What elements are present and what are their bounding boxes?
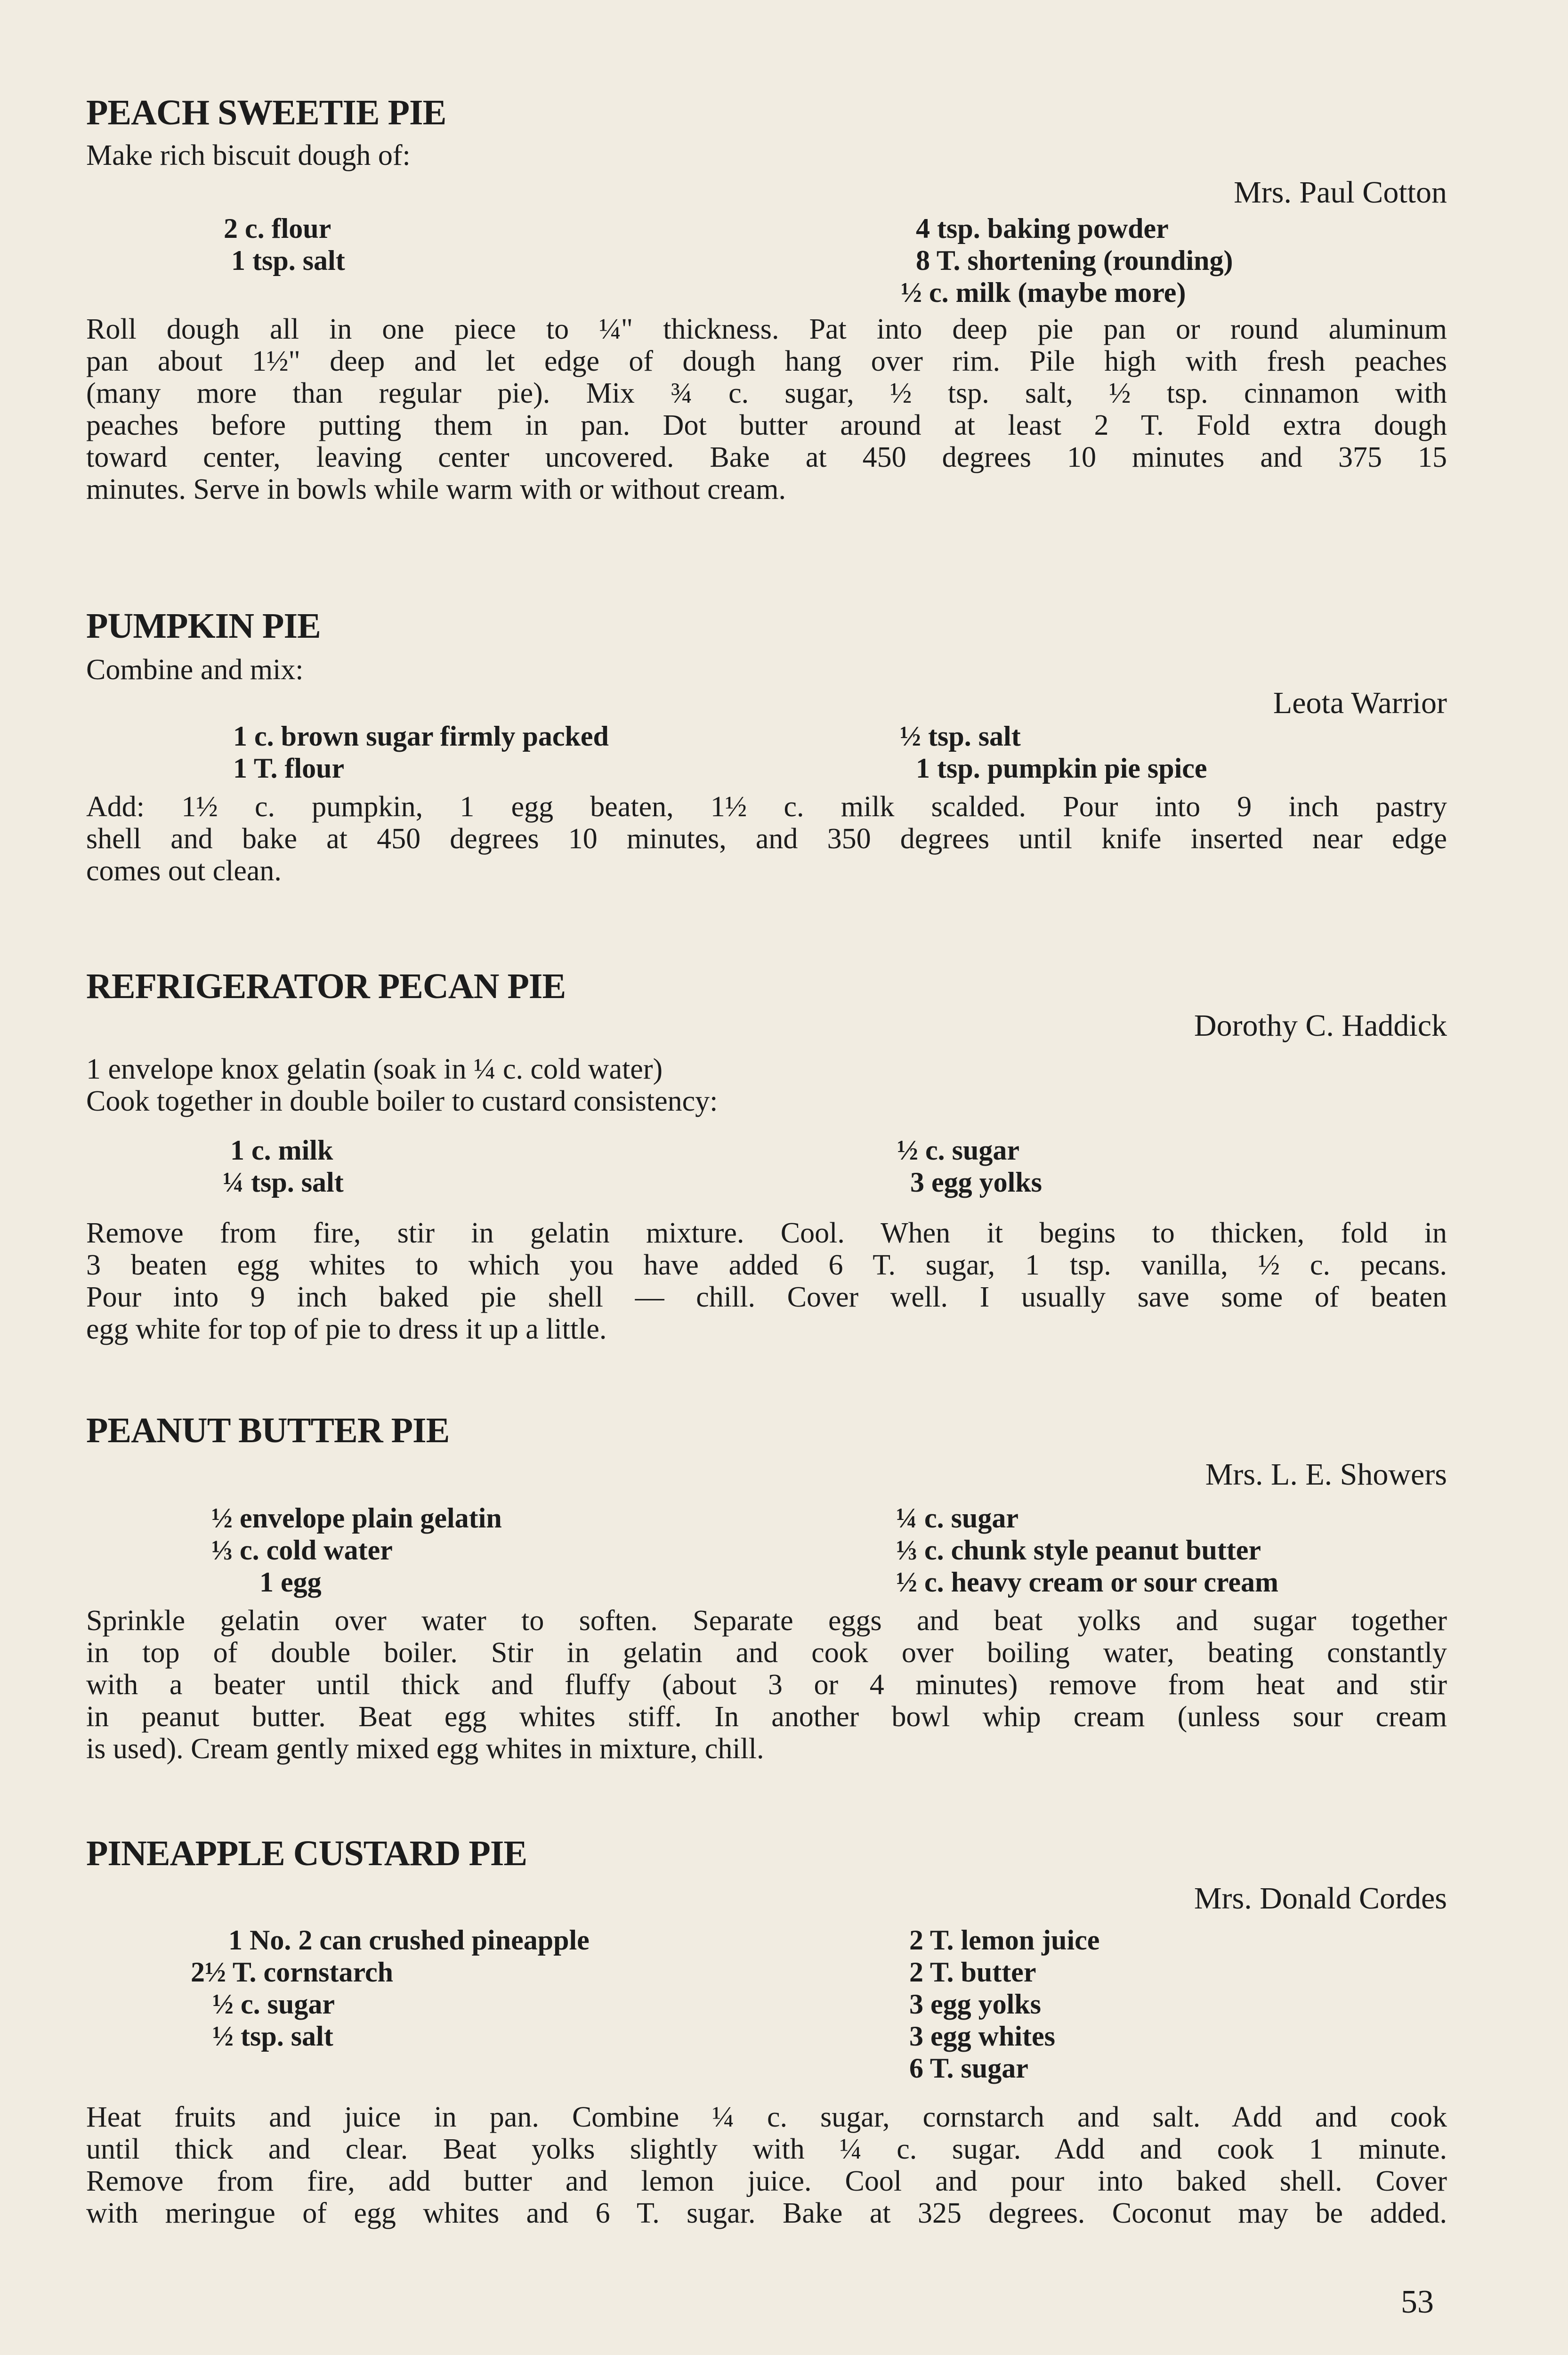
recipe-directions — [86, 313, 1447, 505]
direction-line: is used). Cream gently mixed egg whites in mixture, chill. — [86, 1733, 764, 1765]
direction-line: egg white for top of pie to dress it up a little. — [86, 1313, 607, 1346]
recipe-intro: Combine and mix: — [86, 653, 304, 686]
recipe-title: PINEAPPLE CUSTARD PIE — [86, 1834, 527, 1873]
ingredient-item: 8 T. shortening (rounding) — [916, 245, 1233, 276]
ingredient-list — [86, 1502, 1447, 1605]
direction-line: 3 beaten egg whites to which you have added 6 T. sugar, 1 tsp. vanilla, ½ c. pecans. — [86, 1249, 1447, 1282]
ingredient-item: 2½ T. cornstarch — [191, 1957, 393, 1988]
recipe-title: PUMPKIN PIE — [86, 606, 321, 646]
recipe-directions — [86, 2101, 1447, 2229]
direction-line: (many more than regular pie). Mix ¾ c. sugar, ½ tsp. salt, ½ tsp. cinnamon with — [86, 377, 1447, 410]
recipe-title: PEACH SWEETIE PIE — [86, 93, 446, 132]
ingredient-item: 3 egg whites — [909, 2021, 1055, 2052]
ingredient-item: 1 tsp. salt — [231, 245, 345, 276]
recipe-refrigerator-pecan-pie — [86, 968, 1447, 1345]
ingredient-list — [86, 720, 1447, 791]
ingredient-item: ½ tsp. salt — [212, 2021, 333, 2052]
ingredient-item: ½ c. milk (maybe more) — [901, 277, 1186, 309]
page-number: 53 — [1401, 2284, 1434, 2320]
ingredient-item: 1 T. flour — [233, 753, 345, 784]
recipe-peanut-butter-pie — [86, 1412, 1447, 1765]
ingredient-item: ⅓ c. chunk style peanut butter — [896, 1535, 1261, 1566]
recipe-author: Leota Warrior — [1273, 685, 1447, 720]
recipe-directions — [86, 791, 1447, 887]
direction-line: in top of double boiler. Stir in gelatin and cook over boiling water, beating constantly — [86, 1637, 1447, 1669]
direction-line: with meringue of egg whites and 6 T. sugar. Bake at 325 degrees. Coconut may be added. — [86, 2197, 1447, 2230]
ingredient-item: 1 c. brown sugar firmly packed — [233, 721, 609, 752]
ingredient-item: 4 tsp. baking powder — [916, 213, 1169, 244]
ingredient-item: ⅓ c. cold water — [211, 1535, 393, 1566]
direction-line: pan about 1½" deep and let edge of dough hang over rim. Pile high with fresh peaches — [86, 345, 1447, 378]
direction-line: minutes. Serve in bowls while warm with or without cream. — [86, 473, 786, 506]
ingredient-item: ½ tsp. salt — [900, 721, 1021, 752]
ingredient-item: 6 T. sugar — [909, 2053, 1028, 2084]
direction-line: with a beater until thick and fluffy (about 3 or 4 minutes) remove from heat and stir — [86, 1669, 1447, 1701]
ingredient-item: 1 tsp. pumpkin pie spice — [916, 753, 1207, 784]
ingredient-item: 2 c. flour — [224, 213, 331, 244]
ingredient-item: ½ envelope plain gelatin — [211, 1502, 502, 1534]
direction-line: Sprinkle gelatin over water to soften. Separate eggs and beat yolks and sugar together — [86, 1605, 1447, 1637]
direction-line: Roll dough all in one piece to ¼" thickness. Pat into deep pie pan or round aluminum — [86, 313, 1447, 346]
ingredient-item: 2 T. butter — [909, 1957, 1036, 1988]
direction-line: until thick and clear. Beat yolks slightly with ¼ c. sugar. Add and cook 1 minute. — [86, 2133, 1447, 2166]
direction-line: shell and bake at 450 degrees 10 minutes, and 350 degrees until knife inserted near edge — [86, 823, 1447, 855]
direction-line: comes out clean. — [86, 855, 282, 887]
ingredient-item: ¼ tsp. salt — [223, 1167, 344, 1198]
recipe-title: REFRIGERATOR PECAN PIE — [86, 966, 566, 1006]
ingredient-list — [86, 1134, 1447, 1217]
ingredient-item: ½ c. heavy cream or sour cream — [896, 1567, 1279, 1598]
recipe-author: Dorothy C. Haddick — [1194, 1008, 1447, 1043]
recipe-intro: 1 envelope knox gelatin (soak in ¼ c. cold water) — [86, 1053, 663, 1086]
ingredient-item: ½ c. sugar — [897, 1135, 1019, 1166]
direction-line: in peanut butter. Beat egg whites stiff. In another bowl whip cream (unless sour cream — [86, 1701, 1447, 1733]
direction-line: Add: 1½ c. pumpkin, 1 egg beaten, 1½ c. milk scalded. Pour into 9 inch pastry — [86, 791, 1447, 823]
recipe-author: Mrs. Paul Cotton — [1234, 175, 1447, 210]
recipe-pumpkin-pie — [86, 608, 1447, 887]
direction-line: toward center, leaving center uncovered. Bake at 450 degrees 10 minutes and 375 15 — [86, 441, 1447, 474]
ingredient-item: ¼ c. sugar — [896, 1502, 1018, 1534]
recipe-directions — [86, 1217, 1447, 1345]
recipe-peach-sweetie-pie — [86, 94, 1447, 505]
recipe-pineapple-custard-pie — [86, 1835, 1447, 2229]
direction-line: Heat fruits and juice in pan. Combine ¼ c. sugar, cornstarch and salt. Add and cook — [86, 2101, 1447, 2134]
recipe-intro: Make rich biscuit dough of: — [86, 139, 411, 171]
ingredient-list — [86, 1924, 1447, 2101]
recipe-author: Mrs. L. E. Showers — [1205, 1457, 1447, 1492]
direction-line: peaches before putting them in pan. Dot butter around at least 2 T. Fold extra dough — [86, 409, 1447, 442]
ingredient-list — [86, 212, 1447, 313]
ingredient-item: 3 egg yolks — [909, 1989, 1042, 2020]
ingredient-item: 1 c. milk — [230, 1135, 333, 1166]
ingredient-item: 3 egg yolks — [910, 1167, 1043, 1198]
recipe-directions — [86, 1605, 1447, 1765]
ingredient-item: 1 No. 2 can crushed pineapple — [228, 1925, 590, 1956]
recipe-intro: Cook together in double boiler to custard consistency: — [86, 1085, 718, 1118]
direction-line: Pour into 9 inch baked pie shell — chill. Cover well. I usually save some of beaten — [86, 1281, 1447, 1314]
ingredient-item: 1 egg — [259, 1567, 322, 1598]
direction-line: Remove from fire, add butter and lemon juice. Cool and pour into baked shell. Cover — [86, 2165, 1447, 2198]
direction-line: Remove from fire, stir in gelatin mixture. Cool. When it begins to thicken, fold in — [86, 1217, 1447, 1250]
recipe-author: Mrs. Donald Cordes — [1194, 1881, 1447, 1916]
ingredient-item: ½ c. sugar — [212, 1989, 335, 2020]
recipe-title: PEANUT BUTTER PIE — [86, 1411, 450, 1450]
ingredient-item: 2 T. lemon juice — [909, 1925, 1100, 1956]
